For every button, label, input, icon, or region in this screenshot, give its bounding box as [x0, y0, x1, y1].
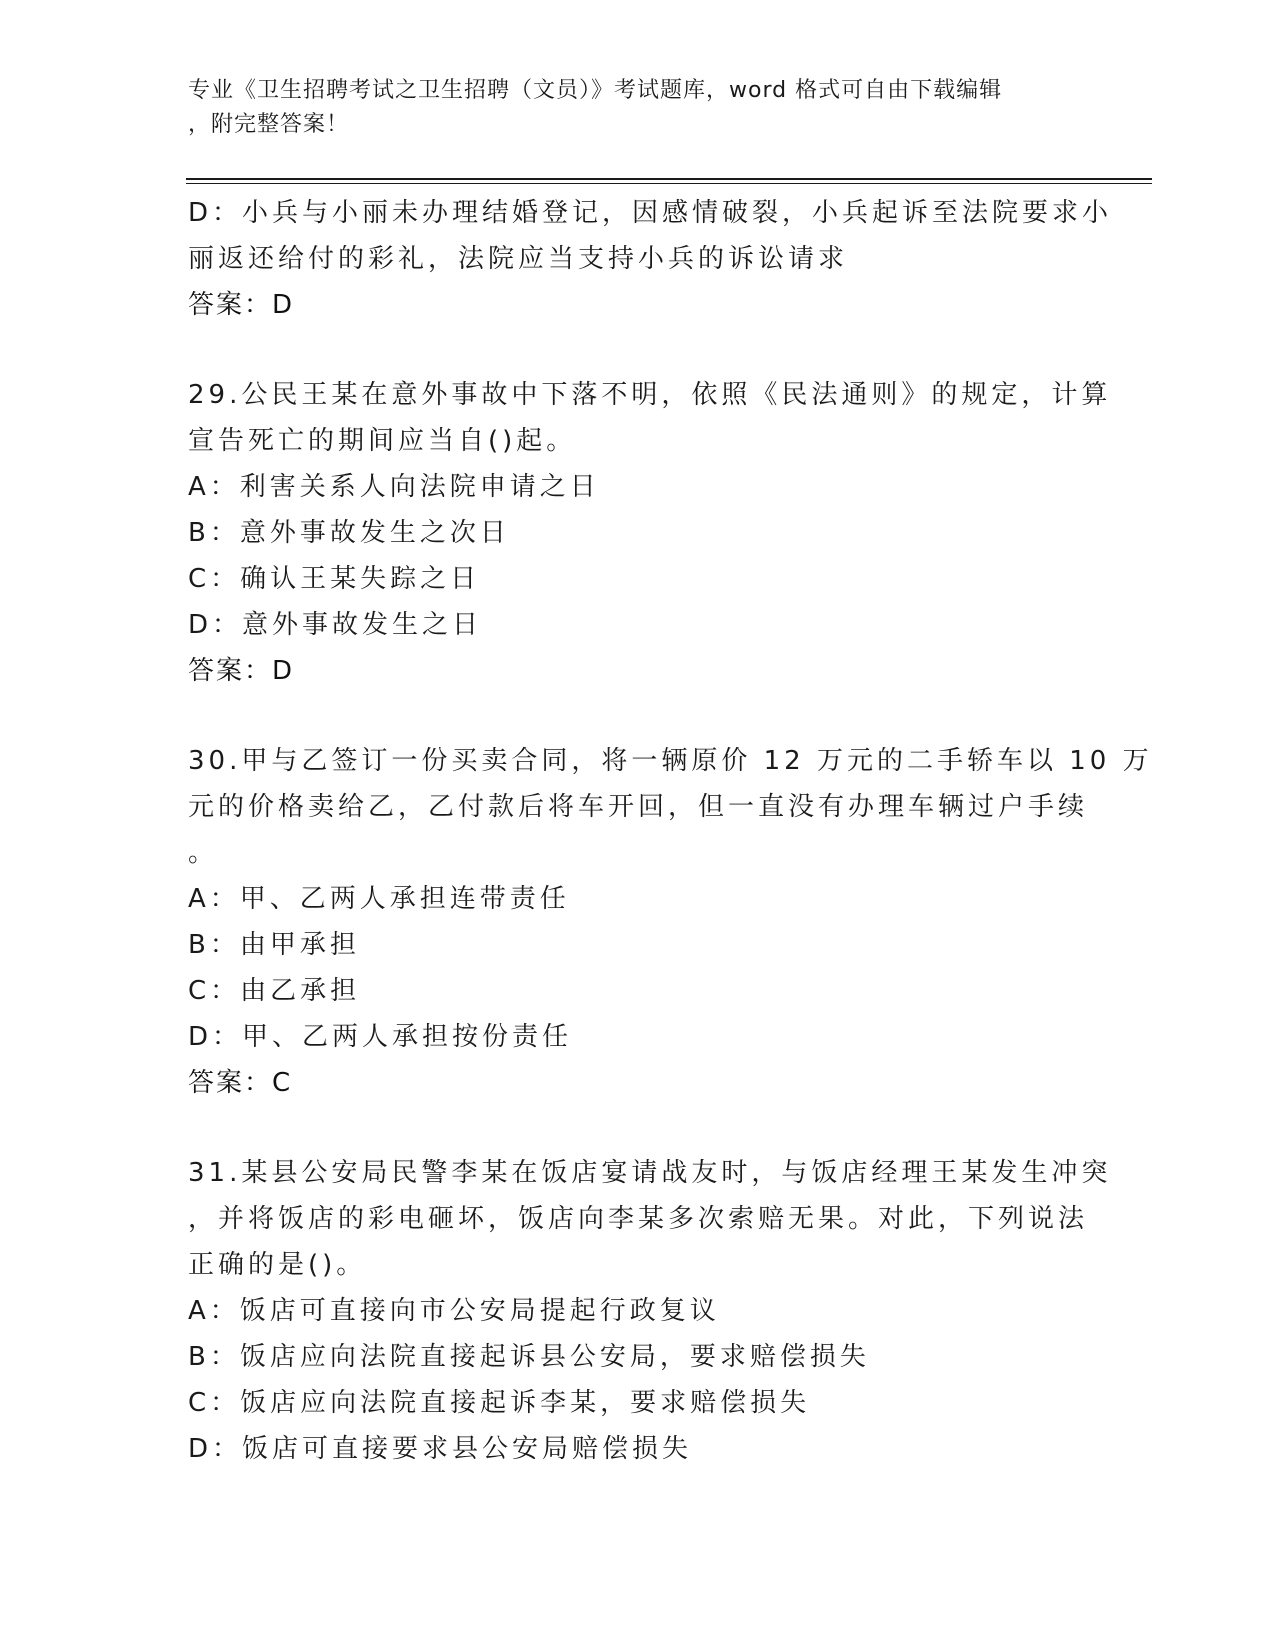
- header-title-continuation: ，附完整答案！: [188, 112, 350, 137]
- question-stem-continuation: 宣告死亡的期间应当自()起。: [188, 426, 577, 456]
- header-divider-thick: [186, 178, 1152, 180]
- option-a: A：饭店可直接向市公安局提起行政复议: [188, 1296, 720, 1326]
- question-stem-continuation: ，并将饭店的彩电砸坏，饭店向李某多次索赔无果。对此，下列说法: [188, 1204, 1089, 1234]
- question-stem: 29.公民王某在意外事故中下落不明，依照《民法通则》的规定，计算: [188, 380, 1112, 410]
- question-list: [188, 190, 1153, 1472]
- answer-label: 答案：D: [188, 290, 295, 320]
- question-stem: 31.某县公安局民警李某在饭店宴请战友时，与饭店经理王某发生冲突: [188, 1158, 1112, 1188]
- question-stem: 30.甲与乙签订一份买卖合同，将一辆原价 12 万元的二手轿车以 10 万: [188, 746, 1153, 776]
- option-b: B：饭店应向法院直接起诉县公安局，要求赔偿损失: [188, 1342, 870, 1372]
- option-d: D：意外事故发生之日: [188, 610, 483, 640]
- question-spacer: [188, 694, 1088, 738]
- option-d: D：甲、乙两人承担按份责任: [188, 1022, 573, 1052]
- question-stem-continuation: 。: [188, 838, 219, 868]
- option-c: C：由乙承担: [188, 976, 361, 1006]
- question-spacer: [188, 1106, 1088, 1150]
- option-d-continuation: 丽返还给付的彩礼，法院应当支持小兵的诉讼请求: [188, 244, 849, 274]
- option-a: A：甲、乙两人承担连带责任: [188, 884, 570, 914]
- option-b: B：由甲承担: [188, 930, 360, 960]
- option-c: C：确认王某失踪之日: [188, 564, 481, 594]
- question-31: [188, 1150, 1112, 1472]
- answer-label: 答案：D: [188, 656, 295, 686]
- header-divider-thin: [186, 183, 1152, 184]
- question-29: [188, 372, 1112, 694]
- option-d: D：饭店可直接要求县公安局赔偿损失: [188, 1434, 693, 1464]
- document-header: [188, 74, 1068, 142]
- question-stem-continuation: 元的价格卖给乙，乙付款后将车开回，但一直没有办理车辆过户手续: [188, 792, 1089, 822]
- question-28-tail: [188, 190, 1113, 328]
- header-title-line: 专业《卫生招聘考试之卫生招聘（文员）》考试题库，word 格式可自由下载编辑: [188, 78, 1003, 103]
- question-30: [188, 738, 1153, 1106]
- option-d-line: D：小兵与小丽未办理结婚登记，因感情破裂，小兵起诉至法院要求小: [188, 198, 1113, 228]
- question-stem-continuation: 正确的是()。: [188, 1250, 367, 1280]
- answer-label: 答案：C: [188, 1068, 293, 1098]
- question-spacer: [188, 328, 1088, 372]
- option-b: B：意外事故发生之次日: [188, 518, 510, 548]
- option-c: C：饭店应向法院直接起诉李某，要求赔偿损失: [188, 1388, 811, 1418]
- option-a: A：利害关系人向法院申请之日: [188, 472, 600, 502]
